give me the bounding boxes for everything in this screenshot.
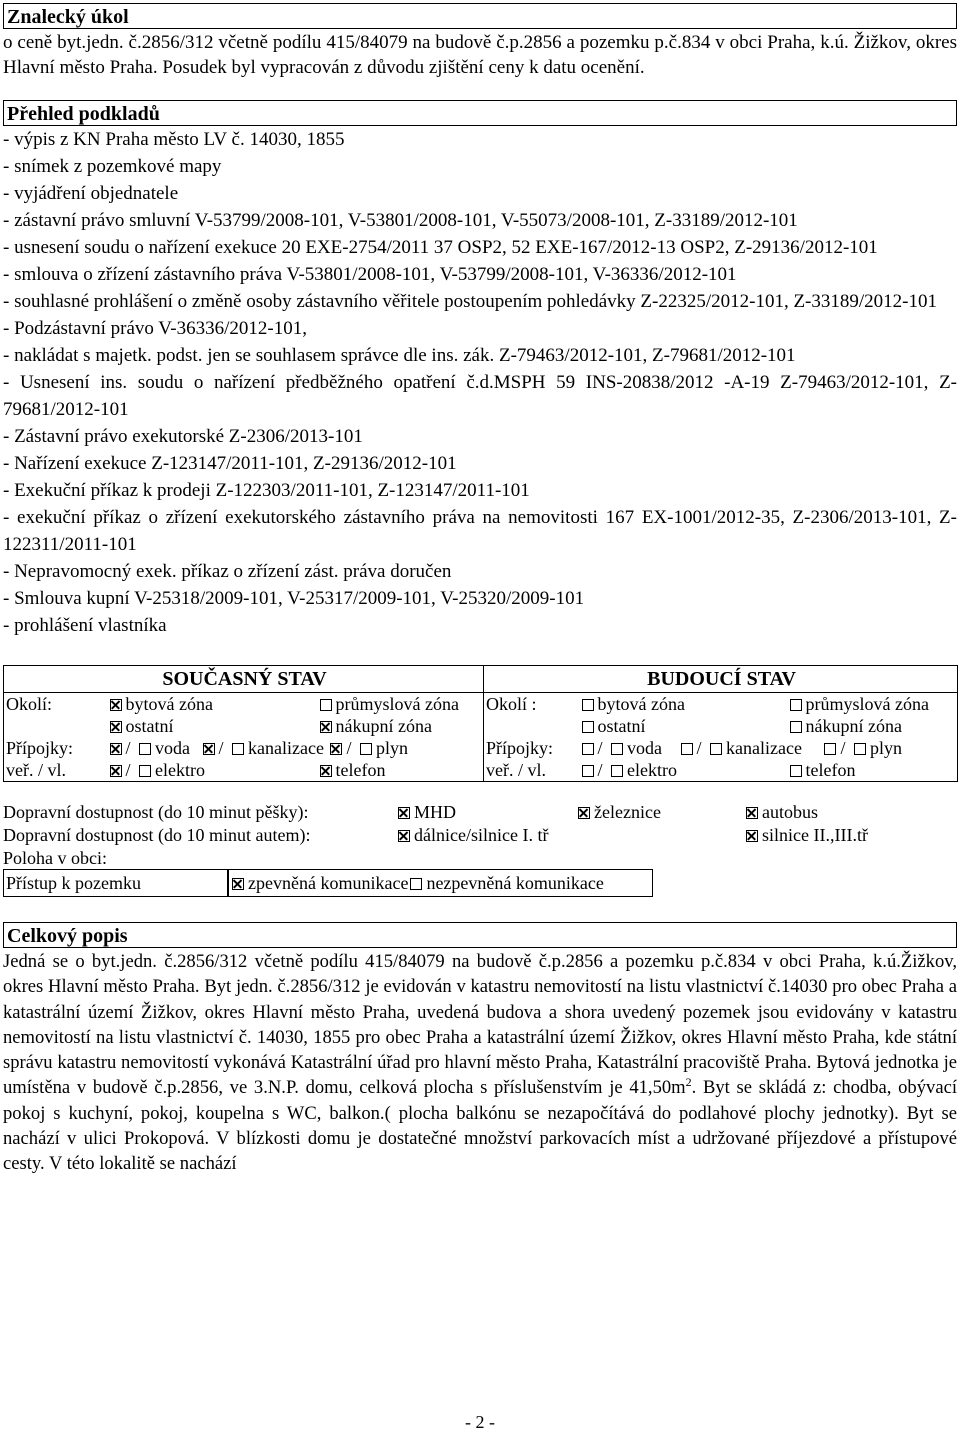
checkbox-checked-icon — [578, 807, 590, 819]
prumyslova-label: průmyslová zóna — [335, 693, 459, 714]
checkbox-empty-icon — [681, 743, 693, 755]
checkbox-empty-icon — [710, 743, 722, 755]
kanalizace-label: kanalizace — [248, 737, 324, 758]
section-heading-sources: Přehled podkladů — [3, 100, 957, 126]
slash-label: / — [125, 737, 131, 758]
bytova-label: bytová zóna — [597, 693, 685, 714]
dalnice-label: dálnice/silnice I. tř — [414, 825, 549, 845]
checkbox-checked-icon — [110, 721, 122, 733]
checkbox-empty-icon — [582, 699, 594, 711]
sources-list — [3, 126, 957, 639]
dalnice-option — [398, 825, 548, 846]
plot-access-options — [227, 869, 653, 897]
pripojky-label: Přípojky: — [4, 737, 108, 759]
checkbox-checked-icon — [110, 743, 122, 755]
source-item: - Usnesení ins. soudu o nařízení předběžného opatření č.d.MSPH 59 INS-20838/2012 -A-19 Z-79463/2012-101, Z-79681/2012-101 — [3, 372, 957, 420]
description-text-part1: Jedná se o byt.jedn. č.2856/312 včetně podílu 415/84079 na budově č.p.2856 a pozemku p.č.834 v obci Praha, k.ú.Žižkov, okres Hlavní město Praha. Byt jedn. č.2856/312 je evidován v katastru nemovitostí na listu vlastnictví č.14030 pro obec Praha a katastrální území Žižkov, okres Hlavní město Praha, uvedená budova a shora uvedený pozemek jsou evidovány v katastru nemovitostí na listu vlastnictví č. 14030, 1855 pro obec Praha a katastrální území Žižkov, okres Hlavní město Praha, kde státní správu katastru nemovitostí vykonává Katastrální úřad pro hlavní město Praha, Katastrální pracoviště Praha. Bytová jednotka je umístěna v budově č.p.2856, ve 3.N.P. domu, celková plocha s příslušenstvím je 41,50m — [3, 951, 957, 1099]
okoli-label: Okolí: — [4, 693, 108, 716]
checkbox-empty-icon — [582, 765, 594, 777]
checkbox-empty-icon — [854, 743, 866, 755]
checkbox-checked-icon — [320, 721, 332, 733]
source-item: - vyjádření objednatele — [3, 183, 179, 204]
ostatni-label: ostatní — [597, 715, 646, 736]
source-item: - výpis z KN Praha město LV č. 14030, 1855 — [3, 129, 345, 150]
kanalizace-label: kanalizace — [726, 737, 802, 758]
slash-label: / — [597, 759, 603, 780]
state-table — [3, 665, 958, 782]
okoli-label-future: Okolí : — [486, 693, 537, 714]
checkbox-checked-icon — [110, 765, 122, 777]
checkbox-empty-icon — [582, 721, 594, 733]
future-state-title: BUDOUCÍ STAV — [484, 666, 958, 693]
checkbox-checked-icon — [320, 765, 332, 777]
zeleznice-label: železnice — [594, 802, 661, 822]
slash-label: / — [125, 759, 131, 780]
current-nakupni — [318, 715, 484, 737]
nezpevnena-label: nezpevněná komunikace — [426, 873, 604, 893]
prumyslova-label: průmyslová zóna — [805, 693, 929, 714]
voda-label: voda — [627, 737, 663, 758]
autobus-label: autobus — [762, 802, 818, 822]
source-item: - Smlouva kupní V-25318/2009-101, V-25317/2009-101, V-25320/2009-101 — [3, 588, 585, 609]
slash-label: / — [218, 737, 224, 758]
superscript: 2 — [685, 1075, 692, 1090]
checkbox-checked-icon — [330, 743, 342, 755]
source-item: - zástavní právo smluvní V-53799/2008-101, V-53801/2008-101, V-55073/2008-101, Z-33189/2012-101 — [3, 210, 798, 231]
source-item: - souhlasné prohlášení o změně osoby zástavního věřitele postoupením pohledávky Z-22325/2012-101, Z-33189/2012-101 — [3, 291, 937, 312]
source-item: - exekuční příkaz o zřízení exekutorského zástavního práva na nemovitosti 167 EX-1001/2012-35, Z-2306/2013-101, Z-122311/2011-101 — [3, 507, 957, 555]
plyn-label: plyn — [375, 737, 408, 758]
checkbox-empty-icon — [790, 699, 802, 711]
task-text: o ceně byt.jedn. č.2856/312 včetně podílu 415/84079 na budově č.p.2856 a pozemku p.č.834 v obci Praha, k.ú. Žižkov, okres Hlavní město Praha. Posudek byl vypracován z důvodu zjištění ceny k datu ocenění. — [3, 32, 957, 78]
nakupni-label: nákupní zóna — [805, 715, 902, 736]
mhd-option — [398, 802, 456, 823]
source-item: - smlouva o zřízení zástavního práva V-53801/2008-101, V-53799/2008-101, V-36336/2012-101 — [3, 264, 737, 285]
location-label: Poloha v obci: — [3, 848, 107, 868]
pripojky-label-future: Přípojky: — [486, 737, 554, 758]
plot-access-label: Přístup k pozemku — [3, 869, 229, 897]
source-item: - Nepravomocný exek. příkaz o zřízení zást. práva doručen — [3, 561, 452, 582]
checkbox-empty-icon — [320, 699, 332, 711]
checkbox-empty-icon — [824, 743, 836, 755]
slash-label: / — [346, 737, 352, 758]
checkbox-empty-icon — [582, 743, 594, 755]
ver-label-future: veř. / vl. — [484, 759, 580, 782]
checkbox-checked-icon — [203, 743, 215, 755]
page-number: - 2 - — [465, 1412, 495, 1432]
source-item: - prohlášení vlastníka — [3, 615, 167, 636]
source-item: - Podzástavní právo V-36336/2012-101, — [3, 318, 307, 339]
autobus-option — [746, 802, 818, 823]
plyn-label: plyn — [870, 737, 903, 758]
future-bytova — [580, 693, 788, 716]
zeleznice-option — [578, 802, 661, 823]
checkbox-empty-icon — [232, 743, 244, 755]
telefon-label: telefon — [805, 759, 856, 780]
current-elektro — [108, 759, 318, 782]
access-section — [3, 802, 957, 922]
source-item: - Exekuční příkaz k prodeji Z-122303/2011-101, Z-123147/2011-101 — [3, 480, 530, 501]
ver-label: veř. / vl. — [4, 759, 108, 782]
checkbox-empty-icon — [410, 878, 422, 890]
checkbox-checked-icon — [398, 830, 410, 842]
description-text — [3, 949, 957, 1177]
silnice-label: silnice II.,III.tř — [762, 825, 868, 845]
source-item: - snímek z pozemkové mapy — [3, 156, 222, 177]
mhd-label: MHD — [414, 802, 457, 822]
elektro-label: elektro — [155, 759, 205, 780]
silnice-option — [746, 825, 868, 846]
checkbox-empty-icon — [360, 743, 372, 755]
nakupni-label: nákupní zóna — [335, 715, 432, 736]
checkbox-empty-icon — [790, 765, 802, 777]
source-item: - nakládat s majetk. podst. jen se souhlasem správce dle ins. zák. Z-79463/2012-101, Z-79681/2012-101 — [3, 345, 796, 366]
bytova-label: bytová zóna — [125, 693, 213, 714]
checkbox-empty-icon — [790, 721, 802, 733]
elektro-label: elektro — [627, 759, 678, 780]
future-nakupni — [788, 715, 958, 737]
voda-label: voda — [155, 737, 191, 758]
future-elektro — [580, 759, 788, 782]
current-telefon — [318, 759, 484, 782]
ostatni-label: ostatní — [125, 715, 174, 736]
telefon-label: telefon — [335, 759, 386, 780]
checkbox-empty-icon — [139, 765, 151, 777]
checkbox-checked-icon — [746, 830, 758, 842]
walk-access-label: Dopravní dostupnost (do 10 minut pěšky): — [3, 802, 309, 822]
current-prumyslova — [318, 693, 484, 716]
source-item: - usnesení soudu o nařízení exekuce 20 EXE-2754/2011 37 OSP2, 52 EXE-167/2012-13 OSP2, Z-29136/2012-101 — [3, 237, 878, 258]
future-ostatni — [580, 715, 788, 737]
checkbox-empty-icon — [611, 743, 623, 755]
checkbox-checked-icon — [232, 878, 244, 890]
slash-label: / — [597, 737, 603, 758]
section-heading-description: Celkový popis — [3, 922, 957, 948]
slash-label: / — [696, 737, 702, 758]
current-state-title: SOUČASNÝ STAV — [4, 666, 484, 693]
checkbox-checked-icon — [746, 807, 758, 819]
future-telefon — [788, 759, 958, 782]
source-item: - Nařízení exekuce Z-123147/2011-101, Z-29136/2012-101 — [3, 453, 457, 474]
car-access-label: Dopravní dostupnost (do 10 minut autem): — [3, 825, 311, 845]
future-utilities — [580, 737, 958, 759]
checkbox-empty-icon — [611, 765, 623, 777]
checkbox-checked-icon — [110, 699, 122, 711]
future-prumyslova — [788, 693, 958, 716]
document-page — [3, 3, 957, 1177]
current-bytova — [108, 693, 318, 716]
description-text-part2: . Byt se skládá z: chodba, obývací pokoj s kuchyní, pokoj, koupelna s WC, balkon.( plocha balkónu se nezapočítává do podlahové plochy jednotky). Byt se nachází v ulici Prokopová. V blízkosti domu je dostatečné množství parkovacích míst a udržované příjezdové a přístupové cesty. V této lokalitě se nachází — [3, 1077, 957, 1175]
checkbox-empty-icon — [139, 743, 151, 755]
checkbox-checked-icon — [398, 807, 410, 819]
current-ostatni — [108, 715, 318, 737]
slash-label: / — [840, 737, 846, 758]
section-heading-task: Znalecký úkol — [3, 3, 957, 29]
source-item: - Zástavní právo exekutorské Z-2306/2013-101 — [3, 426, 363, 447]
zpevnena-label: zpevněná komunikace — [248, 873, 409, 893]
current-utilities — [108, 737, 484, 759]
